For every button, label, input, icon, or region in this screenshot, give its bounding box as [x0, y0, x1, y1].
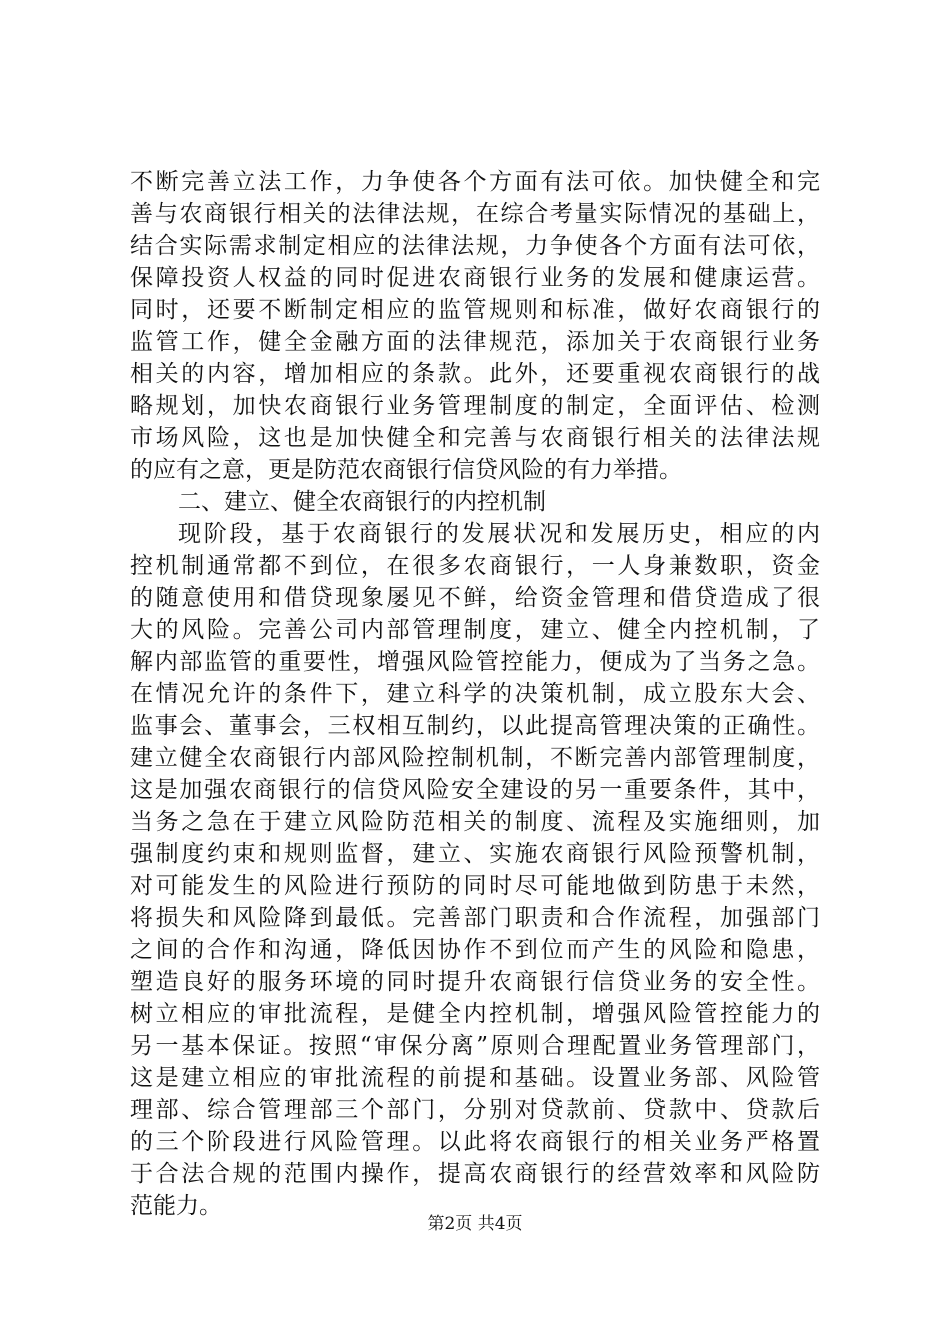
- text-line: 这是建立相应的审批流程的前提和基础。设置业务部、风险管: [130, 1065, 820, 1091]
- text-line: 塑造良好的服务环境的同时提升农商银行信贷业务的安全性。: [130, 969, 820, 995]
- text-line: 结合实际需求制定相应的法律法规，力争使各个方面有法可依，: [130, 233, 820, 259]
- text-line: 善与农商银行相关的法律法规，在综合考量实际情况的基础上，: [130, 201, 820, 227]
- text-line: 解内部监管的重要性，增强风险管控能力，便成为了当务之急。: [130, 649, 820, 675]
- text-line: 在情况允许的条件下，建立科学的决策机制，成立股东大会、: [130, 681, 820, 707]
- section-heading: 二、建立、健全农商银行的内控机制: [178, 489, 546, 515]
- text-line: 强制度约束和规则监督，建立、实施农商银行风险预警机制，: [130, 841, 820, 867]
- text-line: 另一基本保证。按照“审保分离”原则合理配置业务管理部门，: [130, 1033, 820, 1059]
- document-body: [130, 166, 820, 1222]
- page-number-footer: 第2页 共4页: [427, 1214, 523, 1234]
- text-line: 建立健全农商银行内部风险控制机制，不断完善内部管理制度，: [130, 745, 820, 771]
- text-line: 的随意使用和借贷现象屡见不鲜，给资金管理和借贷造成了很: [130, 585, 820, 611]
- text-line: 不断完善立法工作，力争使各个方面有法可依。加快健全和完: [130, 169, 820, 195]
- text-line: 的三个阶段进行风险管理。以此将农商银行的相关业务严格置: [130, 1129, 820, 1155]
- text-line: 监事会、董事会，三权相互制约，以此提高管理决策的正确性。: [130, 713, 820, 739]
- text-line: 理部、综合管理部三个部门，分别对贷款前、贷款中、贷款后: [130, 1097, 820, 1123]
- text-line: 现阶段，基于农商银行的发展状况和发展历史，相应的内: [178, 521, 820, 547]
- text-line: 树立相应的审批流程，是健全内控机制，增强风险管控能力的: [130, 1001, 820, 1027]
- text-line: 对可能发生的风险进行预防的同时尽可能地做到防患于未然，: [130, 873, 820, 899]
- text-line: 之间的合作和沟通，降低因协作不到位而产生的风险和隐患，: [130, 937, 820, 963]
- text-line: 控机制通常都不到位，在很多农商银行，一人身兼数职，资金: [130, 553, 820, 579]
- text-line: 略规划，加快农商银行业务管理制度的制定，全面评估、检测: [130, 393, 820, 419]
- text-line: 范能力。: [130, 1193, 222, 1219]
- text-line: 同时，还要不断制定相应的监管规则和标准，做好农商银行的: [130, 297, 820, 323]
- text-line: 监管工作，健全金融方面的法律规范，添加关于农商银行业务: [130, 329, 820, 355]
- text-line: 当务之急在于建立风险防范相关的制度、流程及实施细则，加: [130, 809, 820, 835]
- text-line: 相关的内容，增加相应的条款。此外，还要重视农商银行的战: [130, 361, 820, 387]
- text-line: 于合法合规的范围内操作，提高农商银行的经营效率和风险防: [130, 1161, 820, 1187]
- text-line: 大的风险。完善公司内部管理制度，建立、健全内控机制，了: [130, 617, 820, 643]
- text-line: 保障投资人权益的同时促进农商银行业务的发展和健康运营。: [130, 265, 820, 291]
- text-line: 市场风险，这也是加快健全和完善与农商银行相关的法律法规: [130, 425, 820, 451]
- text-line: 的应有之意，更是防范农商银行信贷风险的有力举措。: [130, 457, 682, 483]
- text-line: 这是加强农商银行的信贷风险安全建设的另一重要条件，其中，: [130, 777, 820, 803]
- text-line: 将损失和风险降到最低。完善部门职责和合作流程，加强部门: [130, 905, 820, 931]
